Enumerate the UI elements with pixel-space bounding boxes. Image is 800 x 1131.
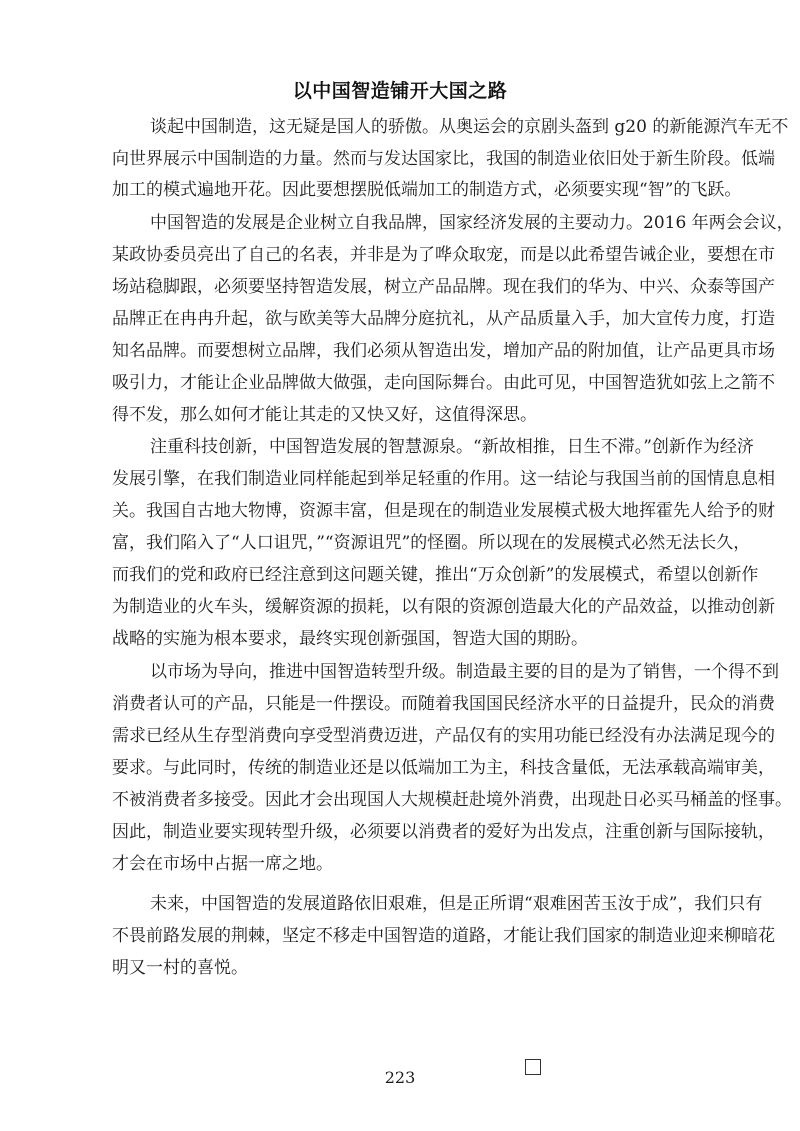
- text-line: 品牌正在冉冉升起，欲与欧美等大品牌分庭抗礼，从产品质量入手，加大宣传力度，打造: [112, 309, 775, 329]
- text-line: 中国智造的发展是企业树立自我品牌，国家经济发展的主要动力。2016 年两会会议，: [150, 213, 794, 233]
- text-line: 富，我们陷入了“人口诅咒，”“资源诅咒”的怪圈。所以现在的发展模式必然无法长久，: [112, 533, 751, 553]
- page-title: 以中国智造铺开大国之路: [292, 80, 508, 102]
- text-line: 关。我国自古地大物博，资源丰富，但是现在的制造业发展模式极大地挥霍先人给予的财: [112, 501, 775, 521]
- text-line: 不畏前路发展的荆棘，坚定不移走中国智造的道路，才能让我们国家的制造业迎来柳暗花: [112, 926, 775, 946]
- text-line: 某政协委员亮出了自己的名表，并非是为了哗众取宠，而是以此希望告诫企业，要想在市: [112, 245, 775, 265]
- text-line: 得不发，那么如何才能让其走的又快又好，这值得深思。: [112, 405, 537, 425]
- text-line: 向世界展示中国制造的力量。然而与发达国家比，我国的制造业依旧处于新生阶段。低端: [112, 149, 775, 169]
- text-line: 加工的模式遍地开花。因此要想摆脱低端加工的制造方式，必须要实现“智”的飞跃。: [112, 180, 742, 200]
- text-line: 知名品牌。而要想树立品牌，我们必须从智造出发，增加产品的附加值，让产品更具市场: [112, 341, 775, 361]
- text-line: 谈起中国制造，这无疑是国人的骄傲。从奥运会的京剧头盔到 g20 的新能源汽车无不: [150, 117, 789, 137]
- text-line: 以市场为导向，推进中国智造转型升级。制造最主要的目的是为了销售，一个得不到: [150, 662, 779, 682]
- text-line: 发展引擎，在我们制造业同样能起到举足轻重的作用。这一结论与我国当前的国情息息相: [112, 469, 775, 489]
- text-line: 未来，中国智造的发展道路依旧艰难，但是正所谓“艰难困苦玉汝于成”，我们只有: [150, 894, 763, 914]
- text-line: 消费者认可的产品，只能是一件摆设。而随着我国国民经济水平的日益提升，民众的消费: [112, 694, 775, 714]
- text-line: 战略的实施为根本要求，最终实现创新强国，智造大国的期盼。: [112, 629, 588, 649]
- text-line: 而我们的党和政府已经注意到这问题关键，推出“万众创新”的发展模式，希望以创新作: [112, 565, 759, 585]
- text-line: 才会在市场中占据一席之地。: [112, 854, 333, 874]
- text-line: 因此，制造业要实现转型升级，必须要以消费者的爱好为出发点，注重创新与国际接轨，: [112, 822, 775, 842]
- text-line: 明又一村的喜悦。: [112, 958, 248, 978]
- text-line: 不被消费者多接受。因此才会出现国人大规模赶赴境外消费，出现赴日必买马桶盖的怪事。: [112, 790, 792, 810]
- text-line: 吸引力，才能让企业品牌做大做强，走向国际舞台。由此可见，中国智造犹如弦上之箭不: [112, 373, 775, 393]
- text-line: 场站稳脚跟，必须要坚持智造发展，树立产品品牌。现在我们的华为、中兴、众泰等国产: [112, 277, 775, 297]
- checkbox-square-icon: [525, 1059, 541, 1075]
- text-line: 要求。与此同时，传统的制造业还是以低端加工为主，科技含量低，无法承载高端审美，: [112, 758, 775, 778]
- text-line: 为制造业的火车头，缓解资源的损耗，以有限的资源创造最大化的产品效益，以推动创新: [112, 597, 775, 617]
- text-line: 需求已经从生存型消费向享受型消费迈进，产品仅有的实用功能已经没有办法满足现今的: [112, 726, 775, 746]
- page-number: 223: [384, 1068, 416, 1087]
- text-line: 注重科技创新，中国智造发展的智慧源泉。“新故相推，日生不滞。”创新作为经济: [150, 437, 754, 457]
